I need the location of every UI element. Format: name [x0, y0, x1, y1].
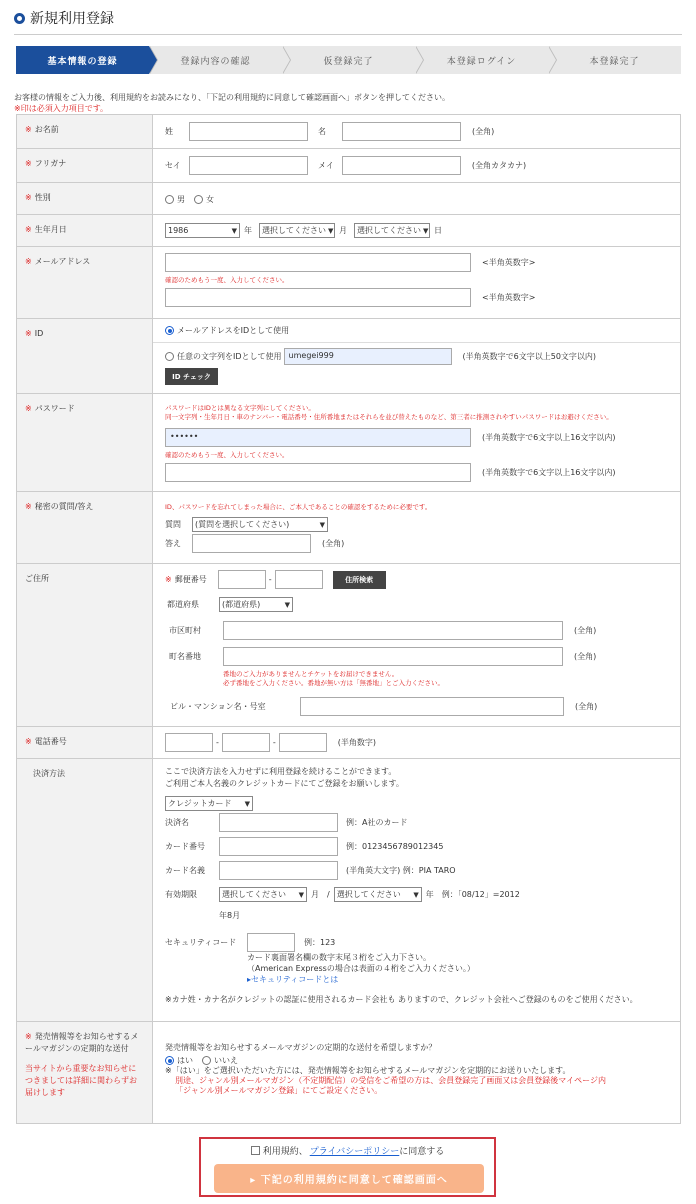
- required-mark: ※: [165, 575, 172, 584]
- prefecture-select[interactable]: [219, 597, 293, 612]
- required-mark: ※: [25, 404, 32, 413]
- required-mark: ※: [25, 193, 32, 202]
- gender-row: [17, 183, 681, 215]
- expiry-example-cont: 年8月: [219, 911, 241, 920]
- chevron-down-icon: ▼: [298, 890, 304, 899]
- payment-name-label: 決済名: [165, 818, 189, 827]
- birthdate-row: [17, 215, 681, 247]
- day-unit: 日: [434, 226, 442, 235]
- password-note-1: パスワードはIDとは異なる文字列にしてください。: [165, 404, 315, 412]
- password-confirm-input[interactable]: [165, 463, 471, 482]
- address-row: ご住所 ※ 郵便番号 - 住所検索 都道府県 (都道府県) ▼ 市区町村 (全角) 町名番地 (全角) 番地のご入力がありませんとチケットをお届けできません。 必ず番地をご入力ください。番地が無い方は「無番地」とご入力ください。 ビル・マンション名・号室 (全角): [17, 564, 681, 727]
- password-row: [17, 394, 681, 492]
- id-option-email: メールアドレスをIDとして使用: [177, 326, 290, 335]
- privacy-policy-link[interactable]: プライバシーポリシー: [309, 1147, 400, 1157]
- mei-label: 名: [318, 127, 326, 136]
- field-label: [17, 394, 153, 492]
- city-label: 市区町村: [169, 626, 201, 635]
- city-input[interactable]: [223, 621, 563, 640]
- sei-kana-label: セイ: [165, 161, 181, 170]
- street-note-2: 必ず番地をご入力ください。番地が無い方は「無番地」とご入力ください。: [223, 679, 444, 687]
- required-mark: ※: [25, 225, 32, 234]
- intro-line: お客様の情報をご入力後、利用規約をお読みになり、「下記の利用規約に同意して確認画面へ」ボタンを押してください。: [14, 93, 450, 102]
- select-value: 選択してください: [336, 890, 401, 899]
- phone-2-input[interactable]: [222, 733, 270, 752]
- address-search-button[interactable]: 住所検索: [333, 571, 386, 589]
- payment-row: [17, 759, 681, 1022]
- secret-answer-input[interactable]: [192, 534, 311, 553]
- label-text: 生年月日: [34, 225, 67, 234]
- street-label: 町名番地: [169, 652, 201, 661]
- label-text: 決済方法: [33, 769, 65, 778]
- zip-code-2-input[interactable]: [275, 570, 323, 589]
- secret-note: ID、パスワードを忘れてしまった場合に、ご本人であることの確認をするために必要です。: [165, 503, 432, 511]
- street-input[interactable]: [223, 647, 563, 666]
- select-value: 1986: [168, 226, 189, 235]
- select-value: (質問を選択してください): [195, 520, 290, 529]
- answer-note: (全角): [322, 539, 345, 548]
- card-number-input[interactable]: [219, 837, 338, 856]
- label-text: 性別: [34, 193, 51, 202]
- payment-type-select[interactable]: [165, 796, 253, 811]
- label-text: フリガナ: [34, 159, 67, 168]
- month-unit: 月: [339, 226, 347, 235]
- chevron-down-icon: ▼: [284, 600, 290, 609]
- id-value: umegei999: [288, 351, 334, 360]
- birth-year-select[interactable]: [165, 223, 240, 238]
- card-number-label: カード番号: [165, 842, 205, 851]
- field-label: [17, 492, 153, 564]
- label-text: お名前: [34, 125, 59, 134]
- chevron-down-icon: ▼: [413, 890, 419, 899]
- password-value: ••••••: [170, 432, 199, 441]
- select-value: クレジットカード: [168, 799, 232, 808]
- mail-note-3: 「ジャンル別メールマガジン登録」にてご設定ください。: [175, 1086, 383, 1095]
- step-complete: 本登録完了: [548, 46, 681, 74]
- mail-note-1: ※「はい」をご選択いただいた方には、発売情報等をお知らせするメールマガジンを定期的にお送りいたします。: [165, 1066, 571, 1075]
- name-row: [17, 115, 681, 149]
- label-text: 発売情報等をお知らせするメールマガジンの定期的な送付: [25, 1032, 139, 1053]
- chevron-down-icon: ▼: [244, 799, 250, 808]
- agree-pre: 利用規約、: [262, 1147, 308, 1157]
- gender-female-radio[interactable]: [194, 195, 203, 204]
- submit-button[interactable]: ▸ 下記の利用規約に同意して確認画面へ: [214, 1164, 484, 1193]
- name-note: (全角): [472, 127, 495, 136]
- chevron-down-icon: ▼: [328, 226, 334, 235]
- id-note: (半角英数字で6文字以上50文字以内): [462, 352, 597, 361]
- phone-1-input[interactable]: [165, 733, 213, 752]
- first-name-kana-input[interactable]: [342, 156, 461, 175]
- required-mark: ※: [25, 159, 32, 168]
- phone-row: ※ 電話番号 - - (半角数字): [17, 727, 681, 759]
- mail-question: 発売情報等をお知らせするメールマガジンの定期的な送付を希望しますか？: [165, 1043, 437, 1052]
- required-legend: ※印は必須入力項目です。: [14, 104, 109, 113]
- payment-name-example: 例：A社のカード: [346, 818, 408, 827]
- expiry-month-unit: 月: [311, 890, 319, 899]
- mail-no-radio[interactable]: [202, 1056, 211, 1065]
- select-value: 選択してください: [357, 226, 421, 235]
- required-mark: ※: [25, 125, 32, 134]
- required-mark: ※: [25, 737, 32, 746]
- page-header: [14, 8, 114, 28]
- expiry-month-select[interactable]: [219, 887, 307, 902]
- security-note-1: カード裏面署名欄の数字末尾３桁をご入力下さい。: [247, 953, 431, 962]
- secret-question-select[interactable]: [192, 517, 328, 532]
- mail-yes-radio[interactable]: [165, 1056, 174, 1065]
- agree-checkbox[interactable]: [251, 1146, 260, 1155]
- kana-note: (全角カタカナ): [471, 161, 527, 170]
- field-label: [17, 247, 153, 319]
- gender-male-radio[interactable]: [165, 195, 174, 204]
- id-custom-radio[interactable]: [165, 352, 174, 361]
- mail-note-2: 別途、ジャンル別メールマガジン（不定期配信）の受信をご希望の方は、会員登録完了画面又は会員登録後マイページ内: [175, 1076, 606, 1085]
- last-name-kana-input[interactable]: [189, 156, 308, 175]
- field-label: [17, 564, 153, 727]
- field-label: [17, 727, 153, 759]
- security-code-help-link[interactable]: ▸セキュリティコードとは: [247, 975, 339, 984]
- chevron-down-icon: ▼: [319, 520, 325, 529]
- zip-code-1-input[interactable]: [218, 570, 266, 589]
- field-label: [17, 319, 153, 394]
- mail-magazine-row: [17, 1022, 681, 1124]
- select-value: 選択してください: [262, 226, 326, 235]
- email-confirm-input[interactable]: [165, 288, 471, 307]
- title-divider: [14, 34, 682, 35]
- agreement-section: [199, 1137, 496, 1197]
- zip-label: 郵便番号: [174, 575, 207, 584]
- secret-question-row: [17, 492, 681, 564]
- label-text: 秘密の質問/答え: [34, 502, 94, 511]
- title-bullet-icon: [14, 13, 25, 24]
- field-label: [17, 1022, 153, 1124]
- id-option-custom: 任意の文字列をIDとして使用: [177, 352, 282, 361]
- card-number-example: 例：0123456789012345: [346, 842, 444, 851]
- birth-day-select[interactable]: [354, 223, 430, 238]
- step-provisional-complete: 仮登録完了: [282, 46, 415, 74]
- email-note: <半角英数字>: [482, 258, 536, 267]
- email-input[interactable]: [165, 253, 471, 272]
- step-basic-info: 基本情報の登録: [16, 46, 149, 74]
- security-note-2: （American Expressの場合は表面の４桁をご入力ください。）: [247, 964, 475, 973]
- field-label: [17, 759, 153, 1022]
- field-label: [17, 183, 153, 215]
- registration-form: [16, 114, 681, 1124]
- card-holder-input[interactable]: [219, 861, 338, 880]
- id-row: [17, 319, 681, 394]
- field-label: [17, 149, 153, 183]
- expiry-label: 有効期限: [165, 890, 197, 899]
- card-holder-example: (半角英大文字) 例：PIA TARO: [346, 866, 456, 875]
- label-text: パスワード: [34, 404, 75, 413]
- security-code-input[interactable]: [247, 933, 295, 952]
- female-label: 女: [206, 195, 214, 204]
- required-mark: ※: [25, 1032, 32, 1041]
- last-name-input[interactable]: [189, 122, 308, 141]
- page-title: 新規利用登録: [30, 11, 114, 27]
- expiry-example: 例：「08/12」=2012: [441, 890, 520, 899]
- step-login: 本登録ログイン: [415, 46, 548, 74]
- select-value: (都道府県): [222, 600, 261, 609]
- step-confirm: 登録内容の確認: [149, 46, 282, 74]
- required-mark: ※: [25, 257, 32, 266]
- year-unit: 年: [244, 226, 252, 235]
- id-custom-input[interactable]: [284, 348, 452, 365]
- expiry-year-select[interactable]: [334, 887, 422, 902]
- password-confirm-note: 確認のためもう一度、入力してください。: [165, 451, 289, 459]
- label-text: メールアドレス: [34, 257, 91, 266]
- email-row: [17, 247, 681, 319]
- kana-auth-note: ※カナ姓・カナ名がクレジットの認証に使用されるカード会社も ありますので、クレジット会社へご登録のものをご使用ください。: [165, 995, 638, 1004]
- security-code-label: セキュリティコード: [165, 938, 237, 947]
- field-label: [17, 115, 153, 149]
- birth-month-select[interactable]: [259, 223, 335, 238]
- payment-name-input[interactable]: [219, 813, 338, 832]
- question-label: 質問: [165, 520, 181, 529]
- label-text: ご住所: [25, 574, 49, 583]
- phone-note: (半角数字): [337, 738, 377, 747]
- mail-no-label: いいえ: [214, 1056, 238, 1065]
- chevron-down-icon: ▼: [423, 226, 429, 235]
- email-confirm-note: 確認のためもう一度、入力してください。: [165, 276, 289, 284]
- city-note: (全角): [574, 626, 597, 635]
- password-input[interactable]: [165, 428, 471, 447]
- payment-desc-1: ここで決済方法を入力せずに利用登録を続けることができます。: [165, 767, 397, 776]
- email-confirm-format: <半角英数字>: [482, 293, 536, 302]
- agree-post: に同意する: [399, 1147, 445, 1157]
- field-label: [17, 215, 153, 247]
- mail-important-note: 当サイトから重要なお知らせにつきましては詳細に関わらずお届けします: [25, 1064, 137, 1097]
- label-text: 電話番号: [34, 737, 67, 746]
- street-note-1: 番地のご入力がありませんとチケットをお届けできません。: [223, 670, 399, 678]
- select-value: 選択してください: [222, 890, 286, 899]
- password-note-2: 同一文字列・生年月日・車のナンバー・電話番号・住所番地またはそれらを並び替えたものなど、第三者に推測されやすいパスワードはお避けください。: [165, 413, 613, 421]
- payment-desc-2: ご利用ご本人名義のクレジットカードにてご登録をお願いします。: [165, 779, 404, 788]
- building-note: (全角): [575, 702, 598, 711]
- building-input[interactable]: [300, 697, 564, 716]
- id-check-button[interactable]: ID チェック: [165, 368, 218, 385]
- required-mark: ※: [25, 329, 32, 338]
- password-confirm-spec: (半角英数字で6文字以上16文字以内): [482, 468, 616, 477]
- password-spec: (半角英数字で6文字以上16文字以内): [482, 433, 616, 442]
- card-holder-label: カード名義: [165, 866, 205, 875]
- sei-label: 姓: [165, 127, 173, 136]
- required-mark: ※: [25, 502, 32, 511]
- answer-label: 答え: [165, 539, 181, 548]
- mei-kana-label: メイ: [318, 161, 334, 170]
- mail-yes-label: はい: [177, 1056, 193, 1065]
- security-code-example: 例：123: [304, 938, 336, 947]
- expiry-year-unit: 年: [425, 890, 434, 899]
- progress-steps: [16, 46, 681, 74]
- id-email-radio[interactable]: [165, 326, 174, 335]
- male-label: 男: [177, 195, 185, 204]
- label-text: ID: [34, 329, 44, 338]
- chevron-down-icon: ▼: [231, 226, 237, 235]
- kana-row: [17, 149, 681, 183]
- street-note: (全角): [574, 652, 597, 661]
- expiry-slash: /: [327, 890, 330, 899]
- prefecture-label: 都道府県: [167, 600, 199, 609]
- intro-text: [14, 92, 450, 114]
- phone-3-input[interactable]: [279, 733, 327, 752]
- first-name-input[interactable]: [342, 122, 461, 141]
- building-label: ビル・マンション名・号室: [170, 702, 266, 711]
